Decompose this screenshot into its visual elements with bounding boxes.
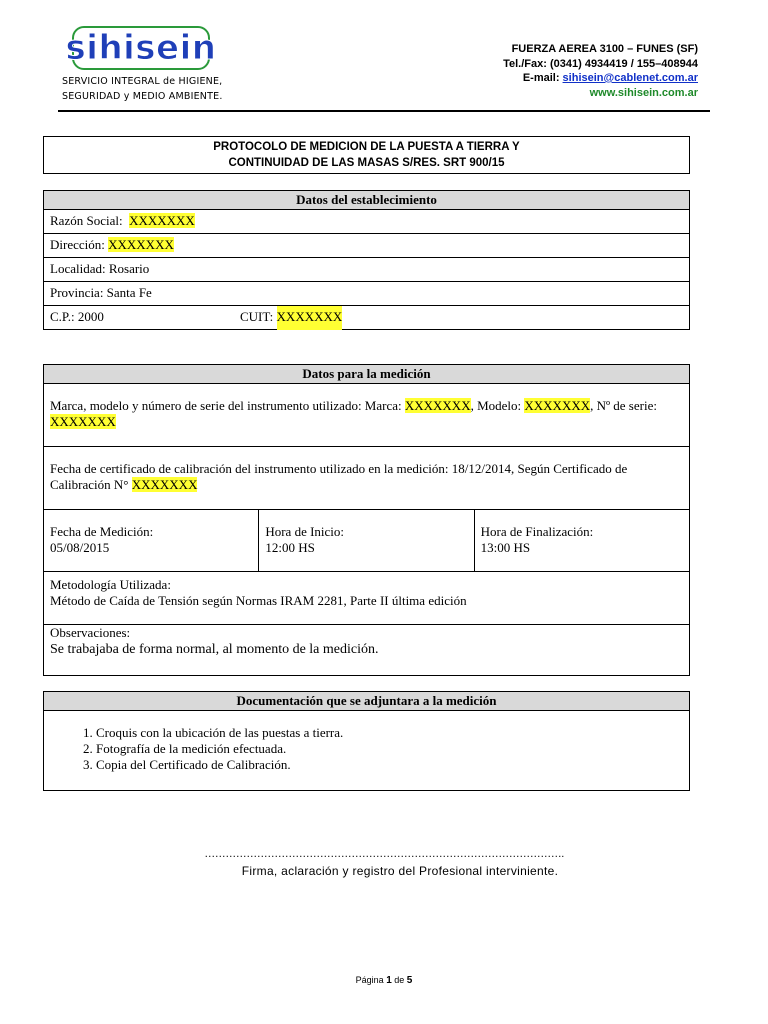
documentation-heading: Documentación que se adjuntara a la medición — [44, 692, 689, 711]
title-line-2: CONTINUIDAD DE LAS MASAS S/RES. SRT 900/15 — [228, 157, 505, 169]
logo-text: sihisein — [65, 28, 217, 68]
methodology-value: Método de Caída de Tensión según Normas IRAM 2281, Parte II última edición — [50, 593, 467, 608]
contact-block — [503, 42, 698, 100]
documentation-list — [44, 725, 689, 773]
direccion-label: Dirección: — [50, 237, 109, 252]
company-tagline — [62, 74, 262, 104]
list-item: 1. Croquis con la ubicación de las puestas a tierra. — [96, 725, 689, 741]
fin-value: 13:00 HS — [480, 540, 531, 555]
calibration-row — [44, 447, 689, 510]
direccion-value: XXXXXXX — [108, 237, 174, 252]
signature-label: Firma, aclaración y registro del Profesional interviniente. — [241, 864, 559, 878]
cp-value: C.P.: 2000 — [50, 309, 104, 324]
documentation-table — [43, 691, 690, 791]
serie-label: , Nº de serie: — [590, 398, 657, 413]
cuit-label: CUIT: — [240, 309, 277, 324]
fecha-cell — [44, 510, 259, 571]
header-divider — [58, 110, 710, 112]
instrument-text: Marca, modelo y número de serie del instrumento utilizado: Marca: — [50, 398, 405, 413]
times-row — [44, 510, 689, 572]
calibration-value: XXXXXXX — [131, 477, 198, 492]
website-link[interactable]: www.sihisein.com.ar — [589, 86, 698, 99]
direccion-row — [44, 234, 689, 258]
list-item: 2. Fotografía de la medición efectuada. — [96, 741, 689, 757]
observations-row — [44, 625, 689, 675]
modelo-value: XXXXXXX — [524, 398, 591, 413]
signature-line: …………………………………………………………………………………………. — [204, 848, 564, 860]
razon-social-row — [44, 210, 689, 234]
methodology-label: Metodología Utilizada: — [50, 577, 171, 592]
page-of: de — [391, 975, 407, 985]
establishment-heading: Datos del establecimiento — [44, 191, 689, 210]
observations-label: Observaciones: — [50, 625, 131, 640]
establishment-table — [43, 190, 690, 330]
contact-email-line — [503, 71, 698, 86]
email-link[interactable]: sihisein@cablenet.com.ar — [562, 72, 698, 84]
title-line-1: PROTOCOLO DE MEDICION DE LA PUESTA A TIERRA Y — [213, 141, 520, 153]
methodology-row — [44, 572, 689, 625]
page-footer — [0, 975, 768, 986]
page-total: 5 — [406, 975, 413, 986]
page-number: 1 — [386, 975, 392, 986]
list-item: 3. Copia del Certificado de Calibración. — [96, 757, 689, 773]
provincia-row: Provincia: Santa Fe — [44, 282, 689, 306]
document-title — [43, 136, 690, 174]
razon-social-value: XXXXXXX — [129, 213, 195, 228]
measurement-heading: Datos para la medición — [44, 365, 689, 384]
page-word: Página — [355, 975, 387, 985]
tagline-line-2: SEGURIDAD y MEDIO AMBIENTE. — [62, 91, 223, 102]
calibration-text: Fecha de certificado de calibración del instrumento utilizado en la medición: 18/12/2014, Según Certificado de Calibración N° — [50, 461, 628, 492]
fecha-label: Fecha de Medición: — [50, 524, 154, 539]
localidad-row: Localidad: Rosario — [44, 258, 689, 282]
observations-value: Se trabajaba de forma normal, al momento de la medición. — [50, 642, 379, 657]
marca-value: XXXXXXX — [404, 398, 471, 413]
company-logo — [65, 26, 217, 70]
fecha-value: 05/08/2015 — [50, 540, 110, 555]
fin-cell — [475, 510, 689, 571]
contact-phone: Tel./Fax: (0341) 4934419 / 155–408944 — [503, 57, 698, 70]
razon-social-label: Razón Social: — [50, 213, 130, 228]
cuit-value: XXXXXXX — [277, 306, 343, 330]
inicio-label: Hora de Inicio: — [265, 524, 345, 539]
tagline-line-1: SERVICIO INTEGRAL de HIGIENE, — [62, 76, 223, 87]
contact-address: FUERZA AEREA 3100 – FUNES (SF) — [511, 43, 698, 55]
email-label: E-mail: — [522, 72, 563, 84]
instrument-row — [44, 384, 689, 447]
serie-value: XXXXXXX — [50, 414, 116, 429]
cp-cuit-row — [44, 306, 689, 330]
measurement-table — [43, 364, 690, 676]
inicio-value: 12:00 HS — [265, 540, 315, 555]
modelo-label: , Modelo: — [470, 398, 525, 413]
fin-label: Hora de Finalización: — [480, 524, 594, 539]
inicio-cell — [259, 510, 474, 571]
